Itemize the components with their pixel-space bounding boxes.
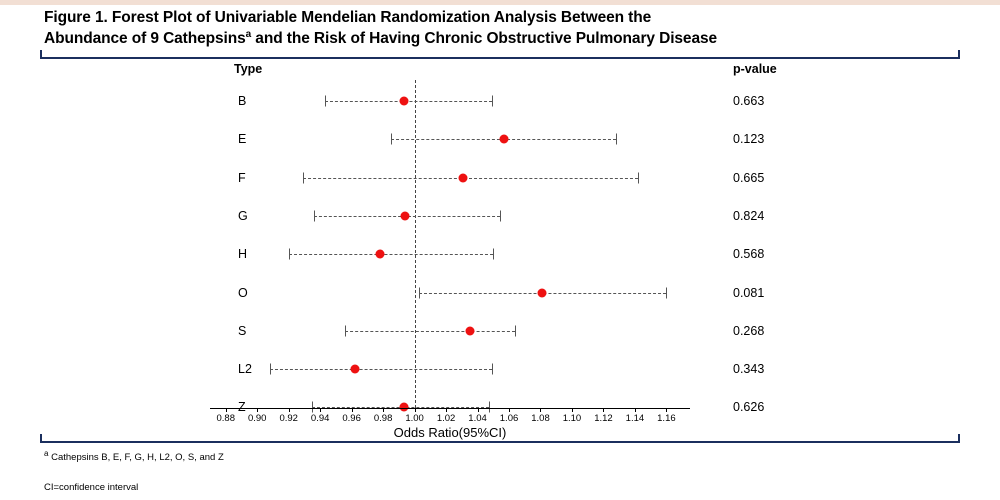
footnote-cathepsins (44, 448, 224, 463)
x-axis-title: Odds Ratio(95%CI) (393, 425, 507, 440)
header-rule-cap-right (958, 50, 960, 59)
effect-estimate-point (465, 326, 474, 335)
row-label: H (238, 247, 248, 262)
confidence-interval-line (303, 178, 638, 179)
x-axis-tick-label: 0.88 (216, 413, 235, 424)
ci-cap-upper (616, 134, 617, 145)
row-label: B (238, 94, 247, 108)
x-axis-tick-label: 1.08 (531, 413, 550, 424)
figure-title-line2-post: and the Risk of Having Chronic Obstructive Pulmonary Disease (251, 29, 718, 47)
x-axis-tick (257, 408, 258, 412)
column-header-type: Type (234, 62, 263, 76)
footnote-cathepsins-text: Cathepsins B, E, F, G, H, L2, O, S, and Z (48, 452, 224, 463)
ci-cap-lower (419, 287, 420, 298)
row-pvalue: 0.343 (733, 362, 765, 377)
ci-cap-upper (666, 287, 667, 298)
ci-cap-upper (492, 364, 493, 375)
x-axis-tick (352, 408, 353, 412)
effect-estimate-point (350, 365, 359, 374)
confidence-interval-line (289, 254, 494, 255)
x-axis-tick-label: 1.12 (594, 413, 613, 424)
ci-cap-upper (638, 172, 639, 183)
ci-cap-upper (515, 325, 516, 336)
x-axis-tick-label: 1.10 (562, 413, 582, 424)
row-pvalue: 0.665 (733, 170, 765, 185)
x-axis-tick (415, 408, 416, 412)
row-pvalue: 0.081 (733, 285, 765, 300)
row-label: L2 (238, 362, 252, 377)
x-axis-tick (478, 408, 479, 412)
header-rule (40, 57, 960, 59)
column-header-pvalue: p-value (733, 62, 777, 76)
figure-title-line1: Figure 1. Forest Plot of Univariable Mendelian Randomization Analysis Between the (44, 9, 652, 26)
x-axis-tick-label: 1.06 (499, 413, 519, 424)
effect-estimate-point (375, 250, 384, 259)
header-rule-cap-left (40, 50, 42, 59)
x-axis-tick-label: 1.16 (657, 413, 676, 424)
ci-cap-lower (325, 96, 326, 107)
ci-cap-upper (500, 210, 501, 221)
footer-rule-cap-right (958, 434, 960, 443)
x-axis-tick (320, 408, 321, 412)
effect-estimate-point (459, 173, 468, 182)
effect-estimate-point (500, 135, 509, 144)
row-pvalue: 0.268 (733, 323, 765, 338)
ci-cap-lower (303, 172, 304, 183)
x-axis-tick-label: 0.94 (310, 413, 330, 424)
x-axis-tick-label: 1.14 (625, 413, 645, 424)
x-axis-tick-label: 1.00 (405, 413, 424, 424)
figure-title-line2-pre: Abundance of 9 Cathepsins (44, 29, 246, 47)
footnote-ci: CI=confidence interval (44, 482, 139, 493)
effect-estimate-point (401, 211, 410, 220)
row-pvalue: 0.626 (733, 400, 765, 415)
x-axis-line (210, 408, 690, 409)
row-label: E (238, 132, 247, 147)
x-axis-tick (666, 408, 667, 412)
footer-rule-cap-left (40, 434, 42, 443)
x-axis-tick (383, 408, 384, 412)
row-label: S (238, 323, 247, 338)
x-axis-tick (603, 408, 604, 412)
ci-cap-lower (391, 134, 392, 145)
x-axis-tick (509, 408, 510, 412)
confidence-interval-line (270, 369, 492, 370)
ci-cap-lower (345, 325, 346, 336)
confidence-interval-line (345, 331, 515, 332)
footnote-marker-a: a (44, 448, 49, 458)
x-axis-tick-label: 0.90 (247, 413, 267, 424)
row-label: F (238, 170, 246, 185)
figure-title (44, 8, 954, 50)
x-axis-tick (635, 408, 636, 412)
row-pvalue: 0.663 (733, 94, 765, 108)
x-axis-tick (446, 408, 447, 412)
row-pvalue: 0.824 (733, 208, 765, 223)
row-label: G (238, 208, 248, 223)
footer-rule (40, 441, 960, 443)
x-axis-tick-label: 0.96 (342, 413, 361, 424)
top-edge-strip (0, 0, 1000, 5)
x-axis-tick (572, 408, 573, 412)
x-axis-tick-label: 1.04 (468, 413, 487, 424)
confidence-interval-line (325, 101, 492, 102)
effect-estimate-point (538, 288, 547, 297)
row-pvalue: 0.568 (733, 247, 765, 262)
x-axis-tick-label: 0.92 (279, 413, 298, 424)
x-axis-tick (540, 408, 541, 412)
x-axis-tick (289, 408, 290, 412)
ci-cap-lower (314, 210, 315, 221)
ci-cap-lower (289, 249, 290, 260)
ci-cap-upper (493, 249, 494, 260)
ci-cap-lower (270, 364, 271, 375)
figure-title-footnote-marker: a (245, 28, 252, 40)
x-axis-tick-label: 1.02 (436, 413, 456, 424)
row-pvalue: 0.123 (733, 132, 765, 147)
x-axis-tick-label: 0.98 (373, 413, 393, 424)
ci-cap-upper (492, 96, 493, 107)
x-axis-tick (226, 408, 227, 412)
effect-estimate-point (399, 97, 408, 106)
row-label: O (238, 285, 248, 300)
reference-line (415, 80, 417, 408)
